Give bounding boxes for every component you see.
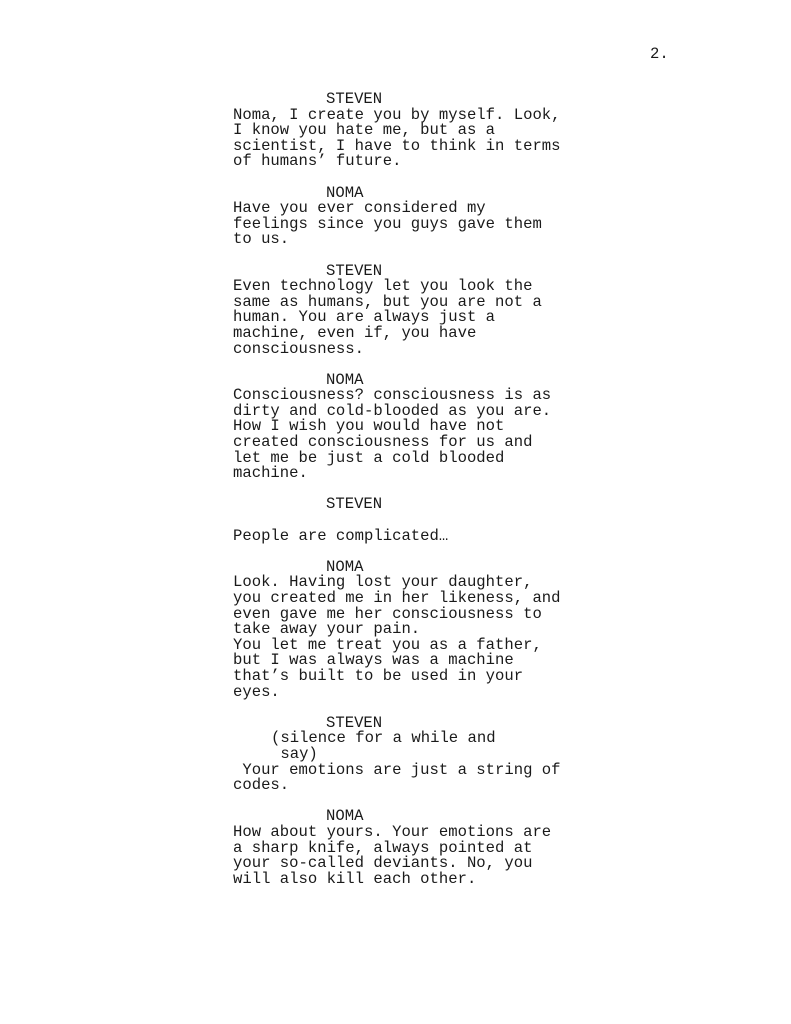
parenthetical-text: (silence for a while and say) [271,729,496,763]
character-name: NOMA [326,807,364,826]
dialogue-block [233,809,563,887]
dialogue-text: How about yours. Your emotions are a sharp knife, always pointed at your so-called deviants. No, you will also kill each other. [233,822,552,888]
dialogue-text: Even technology let you look the same as humans, but you are not a human. You are always just a machine, even if, you have consciousness. [233,277,542,358]
dialogue-text: Look. Having lost your daughter, you created me in her likeness, and even gave me her consciousness to take away your pain. You let me treat you as a father, but I was always was a machine that’s built to be used in your eyes. [233,573,561,701]
character-name: STEVEN [326,495,383,514]
character-name: STEVEN [326,90,383,108]
dialogue-block [233,261,563,358]
dialogue-text: Consciousness? consciousness is as dirty and cold-blooded as you are. How I wish you would have not created consciousness for us and let me be just a cold blooded machine. [233,386,552,483]
dialogue-text: Noma, I create you by myself. Look, I know you hate me, but as a scientist, I have to think in terms of humans’ future. [233,105,561,171]
dialogue-block [233,713,563,795]
dialogue-block [233,497,563,544]
character-name: STEVEN [326,261,383,280]
dialogue-block [233,92,563,170]
character-name: NOMA [326,557,364,576]
dialogue-block [233,370,563,483]
dialogue-text: People are complicated… [233,526,449,545]
page-number: 2. [650,45,669,63]
character-name: STEVEN [326,713,383,732]
dialogue-text: Have you ever considered my feelings since you guys gave them to us. [233,199,542,249]
character-name: NOMA [326,370,364,389]
character-name: NOMA [326,183,364,202]
dialogue-block [233,183,563,249]
screenplay-body [233,92,563,903]
dialogue-block [233,557,563,701]
dialogue-text: Your emotions are just a string of codes. [233,760,561,795]
